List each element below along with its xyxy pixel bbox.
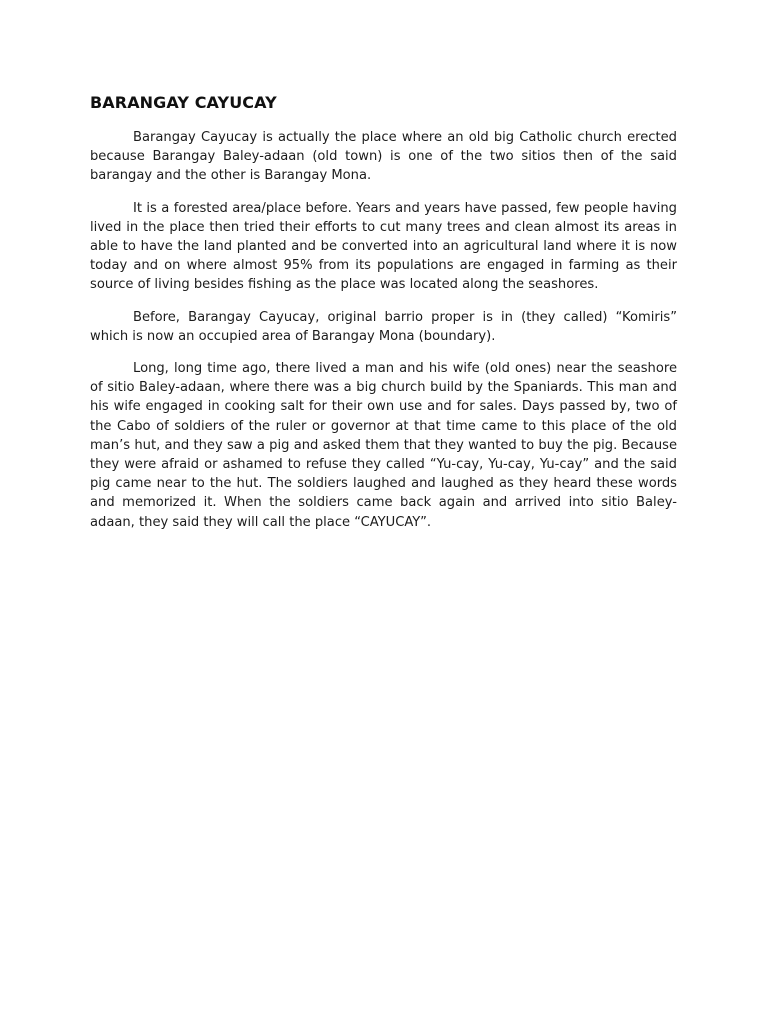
paragraph-legend: Long, long time ago, there lived a man and his wife (old ones) near the seashore of sitio Baley-adaan, where there was a big church build by the Spaniards. This man and his wife engaged in cooking salt for their own use and for sales. Days passed by, two of the Cabo of soldiers of the ruler or governor at that time came to this place of the old man’s hut, and they saw a pig and asked them that they wanted to buy the pig. Because they were afraid or ashamed to refuse they called “Yu-cay, Yu-cay, Yu-cay” and the said pig came near to the hut. The soldiers laughed and laughed as they heard these words and memorized it. When the soldiers came back again and arrived into sitio Baley-adaan, they said they will call the place “CAYUCAY”. <box>90 361 677 530</box>
paragraph-history: It is a forested area/place before. Years and years have passed, few people having lived in the place then tried their efforts to cut many trees and clean almost its areas in able to have the land planted and be converted into an agricultural land where it is now today and on where almost 95% from its populations are engaged in farming as their source of living besides fishing as the place was located along the seashores. <box>90 200 677 293</box>
document-title: BARANGAY CAYUCAY <box>90 93 277 112</box>
document-body <box>90 92 677 545</box>
paragraph-barrio-proper: Before, Barangay Cayucay, original barrio proper is in (they called) “Komiris” which is now an occupied area of Barangay Mona (boundary). <box>90 309 677 344</box>
paragraph-origin: Barangay Cayucay is actually the place where an old big Catholic church erected because Barangay Baley-adaan (old town) is one of the two sitios then of the said barangay and the other is Barangay Mona. <box>90 130 677 184</box>
